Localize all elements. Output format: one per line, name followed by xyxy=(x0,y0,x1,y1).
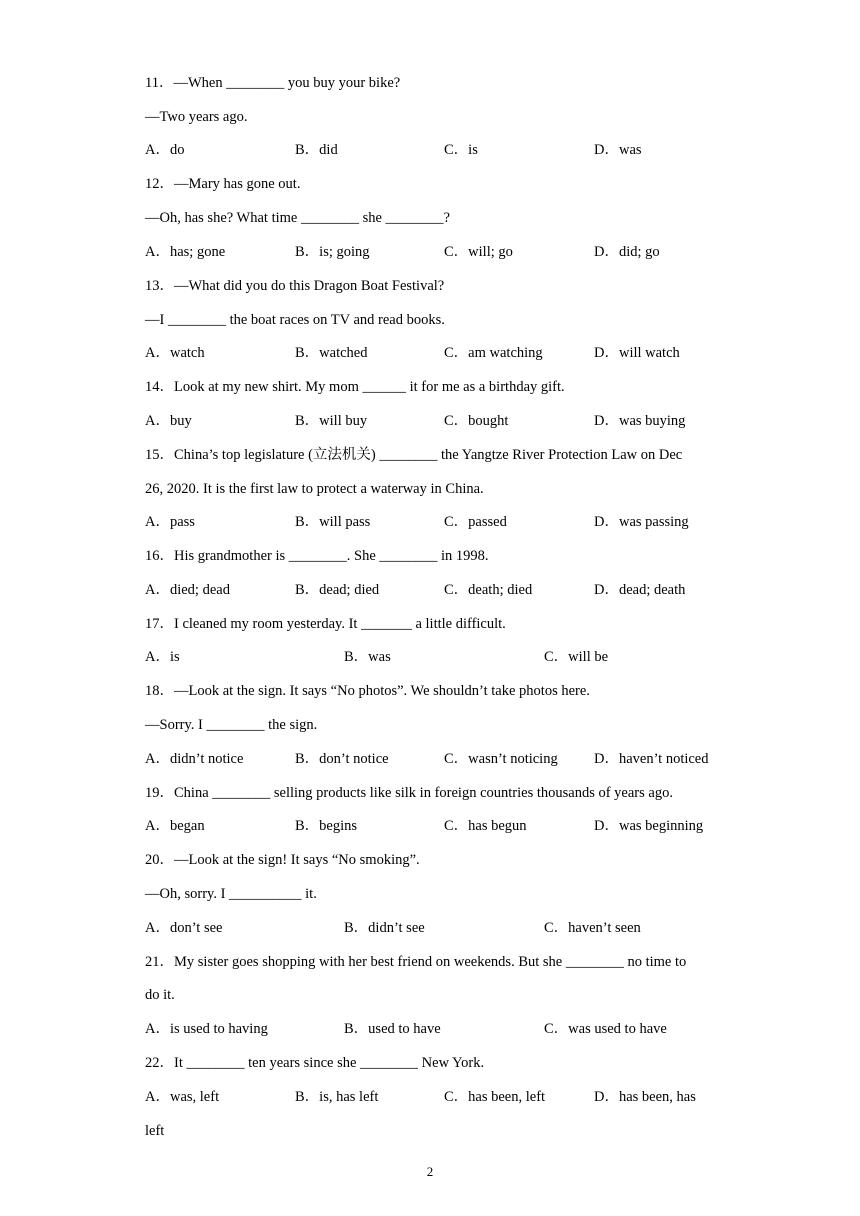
option-c: C．am watching xyxy=(444,345,543,361)
option-d: D．haven’t noticed xyxy=(594,751,709,767)
option-c: C．will; go xyxy=(444,244,513,260)
question-18-stem-line-2: —Sorry. I ________ the sign. xyxy=(145,717,318,733)
option-b: B．didn’t see xyxy=(344,920,425,936)
question-12-stem-line-1: 12．—Mary has gone out. xyxy=(145,176,301,192)
option-b: B．did xyxy=(295,142,338,158)
question-17-stem-line-1: 17．I cleaned my room yesterday. It _______ a little difficult. xyxy=(145,616,506,632)
option-c: C．was used to have xyxy=(544,1021,667,1037)
option-b: B．is; going xyxy=(295,244,370,260)
option-b: B．is, has left xyxy=(295,1089,379,1105)
option-b: B．was xyxy=(344,649,391,665)
option-a: A．was, left xyxy=(145,1089,220,1105)
option-c: C．wasn’t noticing xyxy=(444,751,558,767)
question-11-stem-line-2: —Two years ago. xyxy=(145,109,248,125)
option-c: C．haven’t seen xyxy=(544,920,641,936)
option-b: B．will buy xyxy=(295,413,368,429)
option-c: C．is xyxy=(444,142,478,158)
option-a: A．buy xyxy=(145,413,192,429)
option-a: A．died; dead xyxy=(145,582,230,598)
option-d: D．will watch xyxy=(594,345,680,361)
option-d: D．has been, has xyxy=(594,1089,696,1105)
question-12-stem-line-2: —Oh, has she? What time ________ she ________? xyxy=(145,210,450,226)
option-a: A．do xyxy=(145,142,185,158)
option-a: A．pass xyxy=(145,514,195,530)
question-19-stem-line-1: 19．China ________ selling products like silk in foreign countries thousands of years ago. xyxy=(145,785,673,801)
option-b: B．used to have xyxy=(344,1021,441,1037)
option-b: B．don’t notice xyxy=(295,751,389,767)
question-14-stem-line-1: 14．Look at my new shirt. My mom ______ it for me as a birthday gift. xyxy=(145,379,565,395)
question-20-stem-line-1: 20．—Look at the sign! It says “No smoking”. xyxy=(145,852,420,868)
option-a: A．is xyxy=(145,649,180,665)
option-d: D．dead; death xyxy=(594,582,686,598)
option-a: A．is used to having xyxy=(145,1021,268,1037)
option-d: D．was beginning xyxy=(594,818,704,834)
option-c: C．has been, left xyxy=(444,1089,546,1105)
option-b: B．dead; died xyxy=(295,582,380,598)
question-15-stem-line-2: 26, 2020. It is the first law to protect a waterway in China. xyxy=(145,481,484,497)
option-c: C．death; died xyxy=(444,582,533,598)
option-d: D．did; go xyxy=(594,244,660,260)
question-16-stem-line-1: 16．His grandmother is ________. She ________ in 1998. xyxy=(145,548,489,564)
question-20-stem-line-2: —Oh, sorry. I __________ it. xyxy=(145,886,317,902)
question-21-stem-line-2: do it. xyxy=(145,987,175,1003)
question-13-stem-line-2: —I ________ the boat races on TV and read books. xyxy=(145,312,445,328)
option-a: A．began xyxy=(145,818,205,834)
option-d: D．was passing xyxy=(594,514,689,530)
option-c: C．bought xyxy=(444,413,509,429)
option-d: D．was buying xyxy=(594,413,686,429)
question-22-option-d-continuation: left xyxy=(145,1123,165,1139)
question-21-stem-line-1: 21．My sister goes shopping with her best friend on weekends. But she ________ no time to xyxy=(145,954,687,970)
option-c: C．passed xyxy=(444,514,507,530)
option-b: B．watched xyxy=(295,345,368,361)
question-11-stem-line-1: 11．—When ________ you buy your bike? xyxy=(145,75,401,91)
question-15-stem-line-1: 15．China’s top legislature (立法机关) ________ the Yangtze River Protection Law on Dec xyxy=(145,447,683,463)
option-b: B．will pass xyxy=(295,514,371,530)
option-c: C．will be xyxy=(544,649,609,665)
question-13-stem-line-1: 13．—What did you do this Dragon Boat Festival? xyxy=(145,278,445,294)
question-22-stem-line-1: 22．It ________ ten years since she ________ New York. xyxy=(145,1055,485,1071)
page-number: 2 xyxy=(426,1164,434,1179)
option-a: A．watch xyxy=(145,345,205,361)
option-a: A．don’t see xyxy=(145,920,223,936)
option-b: B．begins xyxy=(295,818,358,834)
question-18-stem-line-1: 18．—Look at the sign. It says “No photos”. We shouldn’t take photos here. xyxy=(145,683,590,699)
option-d: D．was xyxy=(594,142,642,158)
option-a: A．didn’t notice xyxy=(145,751,244,767)
option-a: A．has; gone xyxy=(145,244,226,260)
option-c: C．has begun xyxy=(444,818,527,834)
